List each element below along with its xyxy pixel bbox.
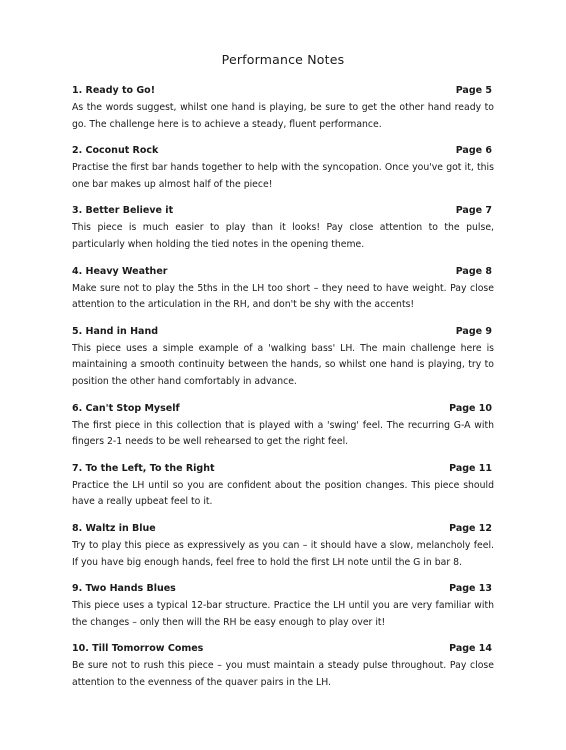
note-page-ref: Page 7 [455,205,492,217]
note-heading-row [72,643,494,654]
note-heading-row [72,583,494,594]
note-heading-row [72,326,494,337]
note-page-ref: Page 5 [455,85,492,96]
note-page-ref: Page 11 [449,462,492,474]
note-title: 5. Hand in Hand [72,325,159,337]
note-heading-row [72,85,494,96]
note-page-ref: Page 12 [449,522,492,534]
note-title: 4. Heavy Weather [72,265,168,277]
note-4 [72,266,494,314]
note-heading-row [72,403,494,414]
note-title: 1. Ready to Go! [72,85,156,96]
note-page-ref: Page 14 [449,643,492,655]
note-title: 6. Can't Stop Myself [72,402,180,414]
note-text: Practise the first bar hands together to help with the syncopation. Once you've got it, this one bar makes up almost half of the piece! [72,162,494,190]
note-text: This piece uses a typical 12-bar structure. Practice the LH until you are very familiar with the changes – only then will the RH be easy enough to play over it! [72,600,494,628]
note-title: 3. Better Believe it [72,205,174,217]
note-1 [72,85,494,133]
note-6 [72,403,494,451]
note-text: The first piece in this collection that is played with a 'swing' feel. The recurring G-A with fingers 2-1 needs to be well rehearsed to get the right feel. [72,419,494,448]
note-heading-row [72,266,494,277]
note-text: Be sure not to rush this piece – you must maintain a steady pulse throughout. Pay close attention to the evenness of the quaver pairs in the LH. [72,660,494,688]
page-title: Performance Notes [221,52,345,67]
note-page-ref: Page 6 [455,145,492,157]
note-text: Practice the LH until so you are confident about the position changes. This piece should have a really upbeat feel to it. [72,479,494,508]
note-title: 9. Two Hands Blues [72,583,176,595]
note-title: 2. Coconut Rock [72,145,159,157]
note-9 [72,583,494,631]
note-5 [72,326,494,391]
note-3 [72,205,494,253]
note-heading-row [72,145,494,156]
note-page-ref: Page 10 [449,402,492,414]
note-title: 7. To the Left, To the Right [72,462,215,474]
note-7 [72,463,494,511]
note-text: Try to play this piece as expressively as you can – it should have a slow, melancholy feel. If you have big enough hands, feel free to hold the first LH note until the G in bar 8. [72,539,494,568]
note-page-ref: Page 13 [449,583,492,595]
note-heading-row [72,205,494,216]
note-page-ref: Page 8 [455,265,492,277]
note-8 [72,523,494,571]
note-10 [72,643,494,691]
note-text: As the words suggest, whilst one hand is playing, be sure to get the other hand ready to go. The challenge here is to achieve a steady, fluent performance. [72,102,494,130]
note-heading-row [72,523,494,534]
note-title: 8. Waltz in Blue [72,522,156,534]
note-text: This piece uses a simple example of a 'walking bass' LH. The main challenge here is maintaining a smooth continuity between the hands, so whilst one hand is playing, try to position the other hand comfortably in advance. [72,342,494,387]
note-text: This piece is much easier to play than it looks! Pay close attention to the pulse, particularly when holding the tied notes in the opening theme. [72,222,494,250]
note-heading-row [72,463,494,474]
note-page-ref: Page 9 [455,325,492,337]
note-title: 10. Till Tomorrow Comes [72,643,204,655]
note-text: Make sure not to play the 5ths in the LH too short – they need to have weight. Pay close attention to the articulation in the RH, and don't be shy with the accents! [72,282,494,311]
note-2 [72,145,494,193]
